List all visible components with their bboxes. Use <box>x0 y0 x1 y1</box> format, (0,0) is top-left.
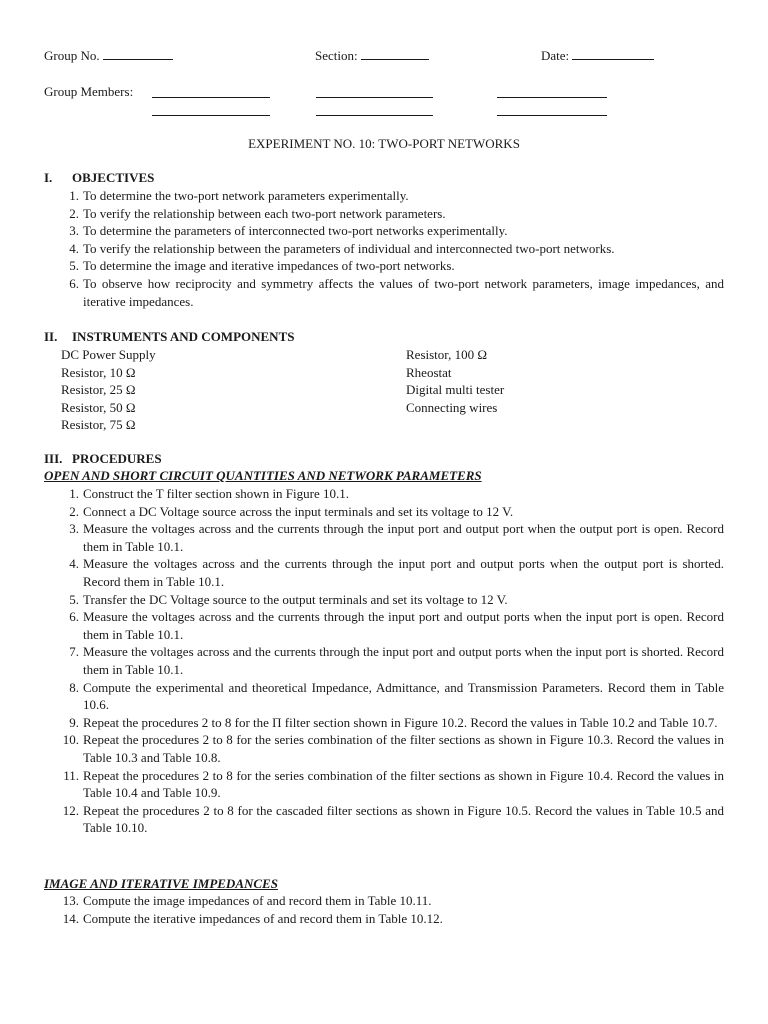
list-item: 4. To verify the relationship between the parameters of individual and interconnected two-port networks. <box>69 240 615 256</box>
list-item: Rheostat <box>406 364 452 380</box>
member-blank-1 <box>152 85 270 98</box>
list-item: 8. Compute the experimental and theoretical Impedance, Admittance, and Transmission Parameters. Record them in Table 10.6. <box>69 679 724 713</box>
list-item: Resistor, 25 Ω <box>61 382 136 398</box>
group-no-field <box>44 47 173 65</box>
member-blank-3 <box>497 85 607 98</box>
group-no-blank <box>103 47 173 60</box>
page-title: EXPERIMENT NO. 10: TWO-PORT NETWORKS <box>248 136 520 151</box>
group-members-label: Group Members: <box>44 84 134 99</box>
group-no-label: Group No. <box>44 48 100 63</box>
date-label: Date: <box>541 48 570 63</box>
member-blank-5 <box>316 103 433 116</box>
member-blank-4 <box>152 103 270 116</box>
list-item: 14. Compute the iterative impedances of and record them in Table 10.12. <box>62 910 443 926</box>
list-item: 2. To verify the relationship between each two-port network parameters. <box>69 205 446 221</box>
procedures-heading-text: PROCEDURES <box>72 451 162 466</box>
list-item: 11. Repeat the procedures 2 to 8 for the series combination of the filter sections as shown in Figure 10.4. Record the values in Table 10.4 and Table 10.9. <box>63 767 724 801</box>
objectives-heading-text: OBJECTIVES <box>72 170 155 185</box>
list-item: 1. To determine the two-port network parameters experimentally. <box>69 188 409 203</box>
section-blank <box>361 47 429 60</box>
list-item: 13. Compute the image impedances of and record them in Table 10.11. <box>62 893 432 908</box>
list-item: 1. Construct the T filter section shown in Figure 10.1. <box>69 486 349 501</box>
list-item: DC Power Supply <box>61 347 156 362</box>
open-short-subheading: OPEN AND SHORT CIRCUIT QUANTITIES AND NETWORK PARAMETERS <box>44 468 482 483</box>
image-iterative-subheading: IMAGE AND ITERATIVE IMPEDANCES <box>44 876 278 891</box>
list-item: 12. Repeat the procedures 2 to 8 for the cascaded filter sections as shown in Figure 10.5. Record the values in Table 10.5 and Table 10.10. <box>62 802 724 836</box>
list-item: 6. To observe how reciprocity and symmetry affects the values of two-port network parameters, image impedances, and iterative impedances. <box>69 275 724 309</box>
procedures-list-1 <box>54 485 724 837</box>
instruments-number: II. <box>44 329 58 344</box>
member-blank-6 <box>497 103 607 116</box>
list-item: 3. Measure the voltages across and the currents through the input port and output port when the output port is open. Record them in Table 10.1. <box>69 521 724 554</box>
list-item: 2. Connect a DC Voltage source across the input terminals and set its voltage to 12 V. <box>69 503 514 519</box>
member-blank-2 <box>316 85 433 98</box>
list-item: 7. Measure the voltages across and the currents through the input port and output ports when the input port is shorted. Record them in Table 10.1. <box>69 644 724 677</box>
date-blank <box>572 47 654 60</box>
instruments-heading <box>44 328 294 346</box>
list-item: 3. To determine the parameters of interconnected two-port networks experimentally. <box>69 223 508 239</box>
list-item: Resistor, 50 Ω <box>61 399 136 415</box>
section-label: Section: <box>315 48 358 63</box>
list-item: Resistor, 100 Ω <box>406 347 488 362</box>
instruments-left-column <box>61 346 156 434</box>
list-item: Connecting wires <box>406 399 498 415</box>
section-field <box>315 47 429 65</box>
list-item: Resistor, 10 Ω <box>61 364 136 380</box>
procedures-number: III. <box>44 451 63 466</box>
objectives-heading <box>44 169 154 187</box>
date-field <box>541 47 654 65</box>
list-item: 4. Measure the voltages across and the currents through the input port and output ports when the output port is shorted. Record them in Table 10.1. <box>69 556 724 589</box>
list-item: 5. To determine the image and iterative impedances of two-port networks. <box>69 258 455 274</box>
list-item: 10. Repeat the procedures 2 to 8 for the series combination of the filter sections as shown in Figure 10.3. Record the values in Table 10.3 and Table 10.8. <box>62 732 724 765</box>
list-item: Digital multi tester <box>406 382 505 398</box>
objectives-list <box>54 187 724 310</box>
instruments-heading-text: INSTRUMENTS AND COMPONENTS <box>72 329 295 344</box>
list-item: 9. Repeat the procedures 2 to 8 for the Π filter section shown in Figure 10.2. Record the values in Table 10.2 and Table 10.7. <box>69 714 718 730</box>
objectives-number: I. <box>44 170 53 185</box>
procedures-heading <box>44 450 162 468</box>
list-item: 5. Transfer the DC Voltage source to the output terminals and set its voltage to 12 V. <box>69 591 508 607</box>
list-item: Resistor, 75 Ω <box>61 417 136 433</box>
list-item: 6. Measure the voltages across and the currents through the input port and output ports when the input port is open. Record them in Table 10.1. <box>69 609 724 642</box>
instruments-right-column <box>406 346 504 416</box>
procedures-list-2 <box>54 892 724 927</box>
